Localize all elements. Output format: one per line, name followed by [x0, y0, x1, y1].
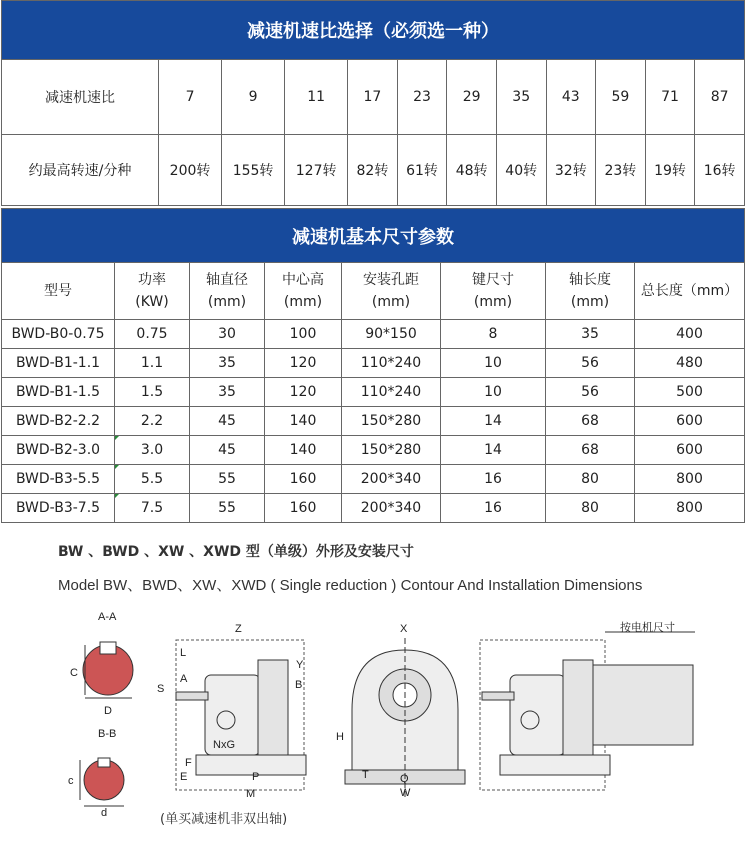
dim-cell: 600 [635, 436, 745, 465]
dim-cell: 160 [265, 465, 342, 494]
model-cell: BWD-B3-5.5 [2, 465, 115, 494]
header-cell: 轴长度 (mm) [546, 263, 635, 320]
dim-cell: 120 [265, 349, 342, 378]
dim-cell: 80 [546, 465, 635, 494]
speed-cell: 200转 [159, 135, 222, 206]
dimension-table-title: 减速机基本尺寸参数 [2, 209, 745, 263]
dim-cell: 200*340 [342, 465, 441, 494]
ratio-table-title: 减速机速比选择（必须选一种） [2, 1, 745, 60]
ratio-table [1, 0, 745, 206]
ratio-row-label: 减速机速比 [2, 60, 159, 135]
dim-cell: 10 [441, 349, 546, 378]
model-cell: BWD-B3-7.5 [2, 494, 115, 523]
label-h: H [336, 731, 344, 743]
label-f: F [185, 757, 192, 769]
ratio-cell: 29 [447, 60, 497, 135]
dim-cell: 1.5 [115, 378, 190, 407]
model-cell: BWD-B1-1.1 [2, 349, 115, 378]
dim-cell: 150*280 [342, 407, 441, 436]
diagram-title: BW 、BWD 、XW 、XWD 型（单级）外形及安装尺寸 [58, 544, 414, 560]
dim-cell: 120 [265, 378, 342, 407]
label-a: A [180, 673, 188, 685]
dim-cell: 140 [265, 436, 342, 465]
dim-cell: 0.75 [115, 320, 190, 349]
dim-cell: 35 [190, 349, 265, 378]
dim-cell: 800 [635, 494, 745, 523]
diagram-subtitle: Model BW、BWD、XW、XWD ( Single reduction ) Contour And Installation Dimensions [58, 577, 643, 594]
label-q: Q [400, 773, 409, 785]
ratio-cell: 11 [285, 60, 348, 135]
diagram-note: (单买减速机非双出轴) [160, 812, 288, 827]
dim-cell: 16 [441, 494, 546, 523]
dim-cell: 68 [546, 407, 635, 436]
label-c2: c [68, 775, 74, 787]
header-cell: 型号 [2, 263, 115, 320]
dim-cell: 3.0 [115, 436, 190, 465]
header-cell: 中心高 (mm) [265, 263, 342, 320]
speed-cell: 155转 [222, 135, 285, 206]
model-cell: BWD-B0-0.75 [2, 320, 115, 349]
label-w: W [400, 787, 411, 799]
speed-cell: 61转 [397, 135, 447, 206]
ratio-cell: 59 [596, 60, 646, 135]
speed-cell: 48转 [447, 135, 497, 206]
ratio-cell: 71 [645, 60, 695, 135]
dim-cell: 1.1 [115, 349, 190, 378]
dim-cell: 140 [265, 407, 342, 436]
model-cell: BWD-B1-1.5 [2, 378, 115, 407]
motor-size-label: 按电机尺寸 [620, 622, 675, 634]
ratio-cell: 87 [695, 60, 745, 135]
speed-row-label: 约最高转速/分种 [2, 135, 159, 206]
label-x: X [400, 623, 408, 635]
model-cell: BWD-B2-2.2 [2, 407, 115, 436]
speed-cell: 82转 [348, 135, 398, 206]
dim-cell: 110*240 [342, 349, 441, 378]
header-cell: 键尺寸 (mm) [441, 263, 546, 320]
dim-cell: 150*280 [342, 436, 441, 465]
header-cell: 功率 (KW) [115, 263, 190, 320]
dim-cell: 2.2 [115, 407, 190, 436]
installation-drawing [0, 600, 747, 819]
ratio-cell: 17 [348, 60, 398, 135]
header-cell: 轴直径 (mm) [190, 263, 265, 320]
model-cell: BWD-B2-3.0 [2, 436, 115, 465]
header-cell: 安装孔距 (mm) [342, 263, 441, 320]
dim-cell: 90*150 [342, 320, 441, 349]
dim-cell: 16 [441, 465, 546, 494]
dim-cell: 30 [190, 320, 265, 349]
dim-cell: 35 [546, 320, 635, 349]
label-s: S [157, 683, 165, 695]
label-p: P [252, 771, 260, 783]
dim-cell: 8 [441, 320, 546, 349]
speed-cell: 19转 [645, 135, 695, 206]
label-c: C [70, 667, 78, 679]
dim-cell: 80 [546, 494, 635, 523]
label-bb: B-B [98, 728, 117, 740]
speed-cell: 23转 [596, 135, 646, 206]
dim-cell: 45 [190, 407, 265, 436]
dim-cell: 800 [635, 465, 745, 494]
speed-cell: 16转 [695, 135, 745, 206]
dim-cell: 14 [441, 407, 546, 436]
label-l: L [180, 647, 187, 659]
label-aa: A-A [98, 611, 117, 623]
dim-cell: 110*240 [342, 378, 441, 407]
dim-cell: 160 [265, 494, 342, 523]
dim-cell: 56 [546, 349, 635, 378]
label-m: M [246, 788, 256, 800]
speed-cell: 127转 [285, 135, 348, 206]
label-b: B [295, 679, 303, 691]
dim-cell: 55 [190, 494, 265, 523]
label-y: Y [296, 659, 304, 671]
dim-cell: 14 [441, 436, 546, 465]
label-t: T [362, 769, 369, 781]
label-z: Z [235, 623, 242, 635]
dim-cell: 68 [546, 436, 635, 465]
dim-cell: 56 [546, 378, 635, 407]
dim-cell: 35 [190, 378, 265, 407]
ratio-cell: 23 [397, 60, 447, 135]
dim-cell: 480 [635, 349, 745, 378]
label-d2: d [101, 807, 108, 819]
speed-cell: 32转 [546, 135, 596, 206]
ratio-cell: 43 [546, 60, 596, 135]
ratio-cell: 9 [222, 60, 285, 135]
dim-cell: 400 [635, 320, 745, 349]
dimension-table [1, 208, 745, 523]
dim-cell: 500 [635, 378, 745, 407]
dim-cell: 600 [635, 407, 745, 436]
speed-cell: 40转 [496, 135, 546, 206]
dim-cell: 200*340 [342, 494, 441, 523]
label-d: D [104, 705, 112, 717]
dim-cell: 100 [265, 320, 342, 349]
dim-cell: 10 [441, 378, 546, 407]
dim-cell: 55 [190, 465, 265, 494]
ratio-cell: 35 [496, 60, 546, 135]
label-nxg: NxG [213, 739, 235, 751]
header-cell: 总长度（mm） [635, 263, 745, 320]
ratio-cell: 7 [159, 60, 222, 135]
dim-cell: 7.5 [115, 494, 190, 523]
dim-cell: 5.5 [115, 465, 190, 494]
label-e: E [180, 771, 188, 783]
dim-cell: 45 [190, 436, 265, 465]
